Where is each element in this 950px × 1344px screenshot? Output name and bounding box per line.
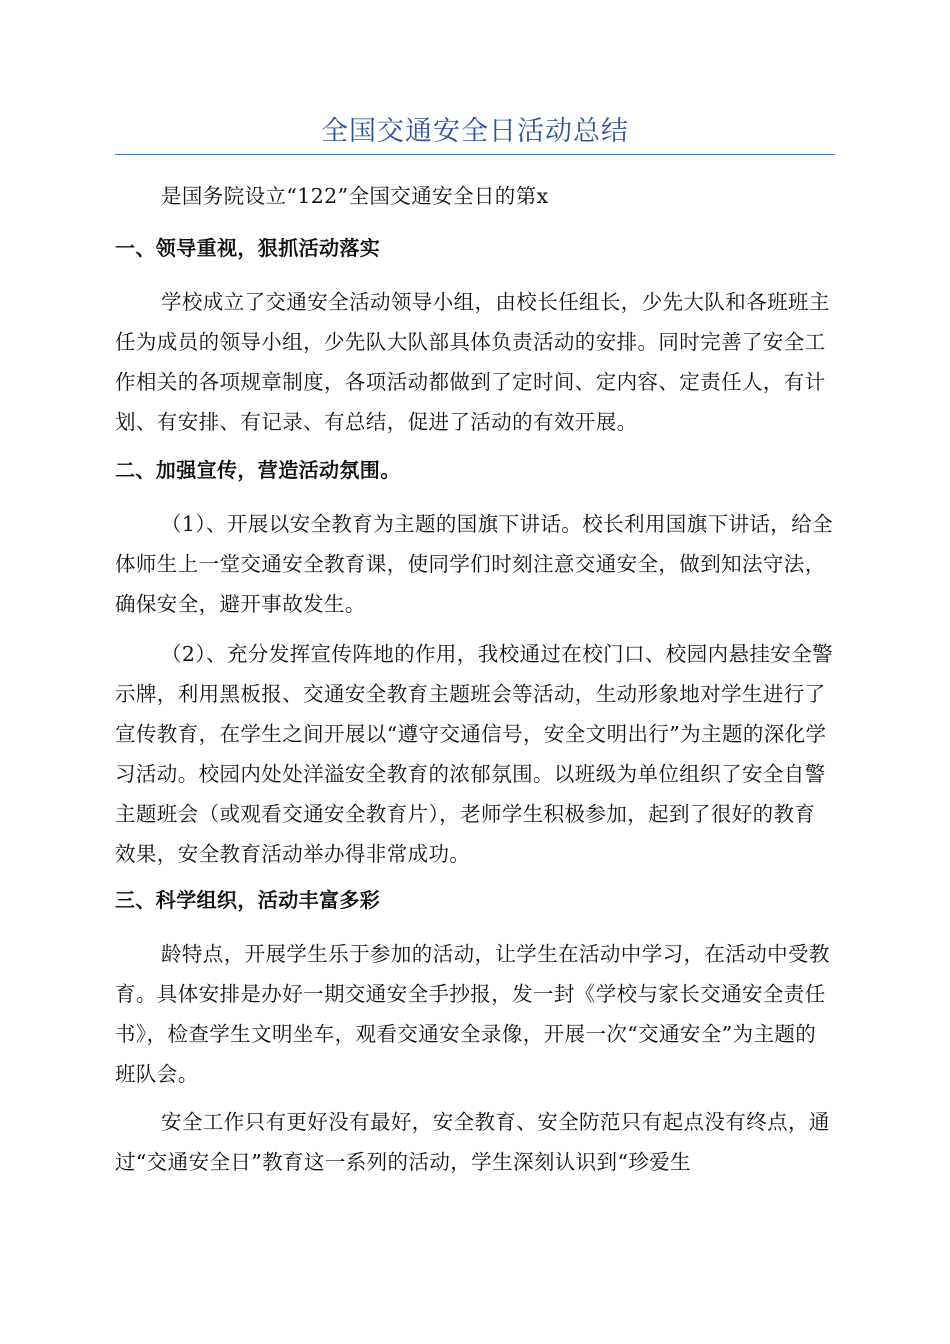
section3-block [115,880,835,920]
section2-block [115,450,835,490]
intro-paragraph: 是国务院设立“122”全国交通安全日的第x [161,184,549,208]
section1-body [115,282,835,442]
section3-paragraph2: 安全工作只有更好没有最好，安全教育、安全防范只有起点没有终点，通过“交通安全日”教育这一系列的活动，学生深刻认识到“珍爱生 [115,1110,830,1174]
section2-heading: 二、加强宣传，营造活动氛围。 [115,458,401,482]
section1-block [115,228,835,268]
section3-paragraph1: 龄特点，开展学生乐于参加的活动，让学生在活动中学习，在活动中受教育。具体安排是办好一期交通安全手抄报，发一封《学校与家长交通安全责任书》，检查学生文明坐车，观看交通安全录像，开展一次“交通安全”为主题的班队会。 [115,942,830,1086]
intro-block [115,176,835,216]
section2-body1 [115,504,835,624]
section3-heading: 三、科学组织，活动丰富多彩 [115,888,381,912]
section2-paragraph2: （2）、充分发挥宣传阵地的作用，我校通过在校门口、校园内悬挂安全警示牌，利用黑板报、交通安全教育主题班会等活动，生动形象地对学生进行了宣传教育，在学生之间开展以“遵守交通信号，安全文明出行”为主题的深化学习活动。校园内处处洋溢安全教育的浓郁氛围。以班级为单位组织了安全自警主题班会（或观看交通安全教育片），老师学生积极参加，起到了很好的教育效果，安全教育活动举办得非常成功。 [115,642,833,866]
title-underline [115,154,835,155]
section3-body1 [115,934,835,1094]
section1-paragraph: 学校成立了交通安全活动领导小组，由校长任组长，少先大队和各班班主任为成员的领导小组，少先队大队部具体负责活动的安排。同时完善了安全工作相关的各项规章制度，各项活动都做到了定时间、定内容、定责任人，有计划、有安排、有记录、有总结，促进了活动的有效开展。 [115,290,830,434]
document-title: 全国交通安全日活动总结 [321,116,629,147]
section3-body2 [115,1102,835,1182]
section2-body2 [115,634,835,874]
section2-paragraph1: （1）、开展以安全教育为主题的国旗下讲话。校长利用国旗下讲话，给全体师生上一堂交通安全教育课，使同学们时刻注意交通安全，做到知法守法，确保安全，避开事故发生。 [115,512,833,616]
section1-heading: 一、领导重视，狠抓活动落实 [115,236,381,260]
